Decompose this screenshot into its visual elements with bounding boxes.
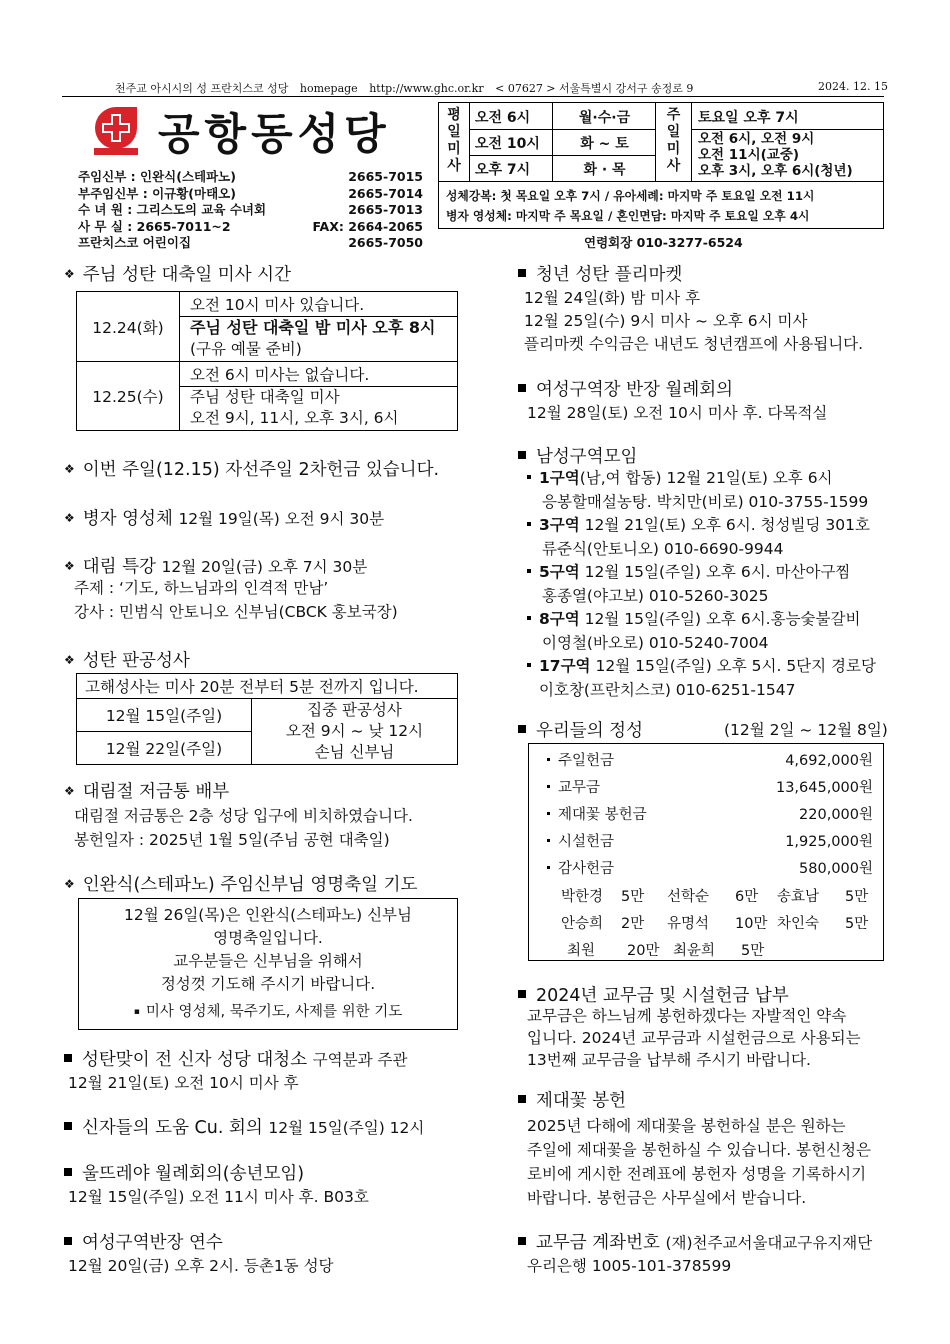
offering-row: 시설헌금 1,925,000원: [547, 830, 873, 851]
sunday-times: 오전 6시, 오전 9시 오전 11시(교중) 오후 3시, 오후 6시(청년): [698, 131, 853, 179]
savings-heading: ❖ 대림절 저금통 배부: [64, 782, 230, 802]
confession-info: 집중 판공성사 오전 9시 ~ 낮 12시 손님 신부님: [252, 699, 458, 765]
feast-box: 12월 26일(목)은 인완식(스테파노) 신부님 영명축일입니다. 교우분들은 신부님을 위해서 정성껏 기도해 주시기 바랍니다. ▪ 미사 영성체, 묵주기도, 사제를 위한 기도: [78, 898, 458, 1030]
list-item: 8구역 12월 15일(주일) 오후 6시.홍능숯불갈비: [527, 608, 876, 632]
women-training-text: 12월 20일(금) 오후 2시. 등촌1동 성당: [68, 1257, 334, 1275]
address: < 07627 > 서울특별시 강서구 송정로 9: [495, 82, 694, 95]
women-meeting-text: 12월 28일(토) 오전 10시 미사 후. 다목적실: [527, 404, 828, 422]
lecture-topic: 주제 : ‘기도, 하느님과의 인격적 만남’: [74, 579, 329, 597]
weekday-days: 화 · 목: [583, 162, 626, 178]
confession-table: 고해성사는 미사 20분 전부터 5분 전까지 입니다. 12월 15일(주일) 집중 판공성사 오전 9시 ~ 낮 12시 손님 신부님 12월 22일(주일): [76, 673, 458, 765]
offering-notice: ❖ 이번 주일(12.15) 자선주일 2차헌금 있습니다.: [64, 460, 440, 480]
donor-row: 안승희 2만 유명석 10만 차인숙 5만: [561, 916, 869, 932]
homepage-label: homepage: [299, 82, 358, 95]
men-meeting-heading: 남성구역모임: [518, 443, 637, 468]
parish-name: 천주교 아시시의 성 프란치스코 성당: [115, 82, 289, 95]
staff-row: 사 무 실 : 2665-7011~2 FAX: 2664-2065: [78, 218, 423, 234]
ultreya-heading: 울뜨레야 월례회의(송년모임): [64, 1160, 304, 1185]
sunday-time: 토요일 오후 7시: [698, 110, 799, 126]
date-cell: 12.24(화): [77, 292, 180, 362]
donor-row: 최원 20만 최윤희 5만: [567, 943, 765, 959]
list-item: 1구역(남,여 합동) 12월 21일(토) 오후 6시: [527, 467, 876, 491]
lecture-speaker: 강사 : 민범식 안토니오 신부님(CBCK 홍보국장): [74, 603, 398, 621]
flea-heading: 청년 성탄 플리마켓: [518, 261, 682, 286]
issue-date: 2024. 12. 15: [818, 80, 888, 93]
weekday-time: 오전 10시: [475, 136, 540, 152]
savings-text: 봉헌일자 : 2025년 1월 5일(주님 공현 대축일): [74, 831, 390, 849]
advent-lecture-heading: ❖ 대림 특강 12월 20일(금) 오후 7시 30분: [64, 557, 368, 577]
list-item: 17구역 12월 15일(주일) 오후 5시. 5단지 경로당: [527, 655, 876, 679]
feast-heading: ❖ 인완식(스테파노) 주임신부님 영명축일 기도: [64, 875, 418, 895]
donor-row: 박한경 5만 선학순 6만 송효남 5만: [561, 889, 869, 905]
staff-list: [78, 169, 423, 252]
weekday-mass-label: 평 일 미 사: [439, 103, 470, 181]
women-meeting-heading: 여성구역장 반장 월례회의: [518, 376, 733, 401]
list-item: 3구역 12월 21일(토) 오후 6시. 청성빌딩 301호: [527, 514, 876, 538]
confession-date: 12월 22일(주일): [77, 732, 252, 765]
weekday-time: 오후 7시: [475, 162, 531, 178]
sunday-mass-label: 주 일 미 사: [656, 103, 692, 181]
account-number: 우리은행 1005-101-378599: [527, 1257, 732, 1275]
offerings-box: [528, 743, 884, 961]
header-info-line: [115, 80, 701, 96]
weekday-time: 오전 6시: [475, 110, 531, 126]
offering-row: 교무금 13,645,000원: [547, 776, 873, 797]
confession-heading: ❖ 성탄 판공성사: [64, 651, 190, 671]
offerings-heading: 우리들의 정성: [518, 717, 643, 742]
homepage-link[interactable]: http://www.ghc.or.kr: [369, 82, 484, 95]
staff-row: 주임신부 : 인완식(스테파노) 2665-7015: [78, 169, 423, 184]
sick-communion: ❖ 병자 영성체 12월 19일(목) 오전 9시 30분: [64, 509, 385, 529]
offering-row: 제대꽃 봉헌금 220,000원: [547, 803, 873, 824]
funeral-contact: 연령회장 010-3277-6524: [584, 235, 743, 250]
ultreya-text: 12월 15일(주일) 오전 11시 미사 후. B03호: [68, 1188, 369, 1206]
altar-flowers-heading: 제대꽃 봉헌: [518, 1087, 626, 1112]
date-cell: 12.25(수): [77, 362, 180, 431]
weekday-days: 월·수·금: [578, 110, 631, 126]
account-heading: 교무금 계좌번호 (재)천주교서울대교구유지재단: [518, 1229, 872, 1256]
offerings-period: (12월 2일 ~ 12월 8일): [724, 721, 888, 739]
men-meeting-list: 1구역(남,여 합동) 12월 21일(토) 오후 6시 응봉할매설농탕. 박치만(비로) 010-3755-1599 3구역 12월 21일(토) 오후 6시. 청성빌딩 301호 류준식(안토니오) 010-6690-9944 5구역 12월 15일(주일) 오후 6시. 마산아구찜 홍종열(야고보) 010-5260-3025 8구역 12월 15일(주일) 오후 6시.홍능숯불갈비 이영철(바오로) 010-5240-7004 17구역 12월 15일(주일) 오후 5시. 5단지 경로당 이호창(프란치스코) 010-6251-1547: [527, 467, 876, 702]
header-rule: [62, 96, 884, 97]
cleaning-heading: 성탄맞이 전 신자 성당 대청소 구역분과 주관: [64, 1046, 407, 1073]
cleaning-text: 12월 21일(토) 오전 10시 미사 후: [68, 1074, 299, 1092]
offering-row: 주일헌금 4,692,000원: [547, 749, 873, 770]
diocese-logo-icon: [92, 104, 140, 156]
savings-text: 대림절 저금통은 2층 성당 입구에 비치하였습니다.: [74, 807, 413, 825]
cu-heading: 신자들의 도움 Cu. 회의 12월 15일(주일) 12시: [64, 1114, 424, 1141]
church-name: 공항동성당: [158, 110, 391, 160]
staff-row: 부주임신부 : 이규황(마태오) 2665-7014: [78, 185, 423, 201]
dues-heading: 2024년 교무금 및 시설헌금 납부: [518, 982, 789, 1007]
confession-date: 12월 15일(주일): [77, 699, 252, 732]
weekday-days: 화 ~ 토: [580, 136, 629, 152]
list-item: 5구역 12월 15일(주일) 오후 6시. 마산아구찜: [527, 561, 876, 585]
christmas-mass-table: 12.24(화) 오전 10시 미사 있습니다. 주님 성탄 대축일 밤 미사 오후 8시 (구유 예물 준비) 12.25(수) 오전 6시 미사는 없습니다. 주님 성탄 대축일 미사 오전 9시, 11시, 오후 3시, 6시: [76, 291, 458, 431]
christmas-heading: ❖ 주님 성탄 대축일 미사 시간: [64, 265, 291, 285]
sacrament-notes: 성체강복: 첫 목요일 오후 7시 / 유아세례: 마지막 주 토요일 오전 11시 병자 영성체: 마지막 주 목요일 / 혼인면담: 마지막 주 토요일 오후 4시: [438, 182, 884, 229]
offering-row: 감사헌금 580,000원: [547, 857, 873, 878]
staff-row: 프란치스코 어린이집 2665-7050: [78, 235, 423, 251]
staff-row: 수 녀 원 : 그리스도의 교육 수녀회 2665-7013: [78, 202, 423, 218]
women-training-heading: 여성구역반장 연수: [64, 1229, 223, 1254]
mass-schedule-table: [438, 102, 884, 182]
